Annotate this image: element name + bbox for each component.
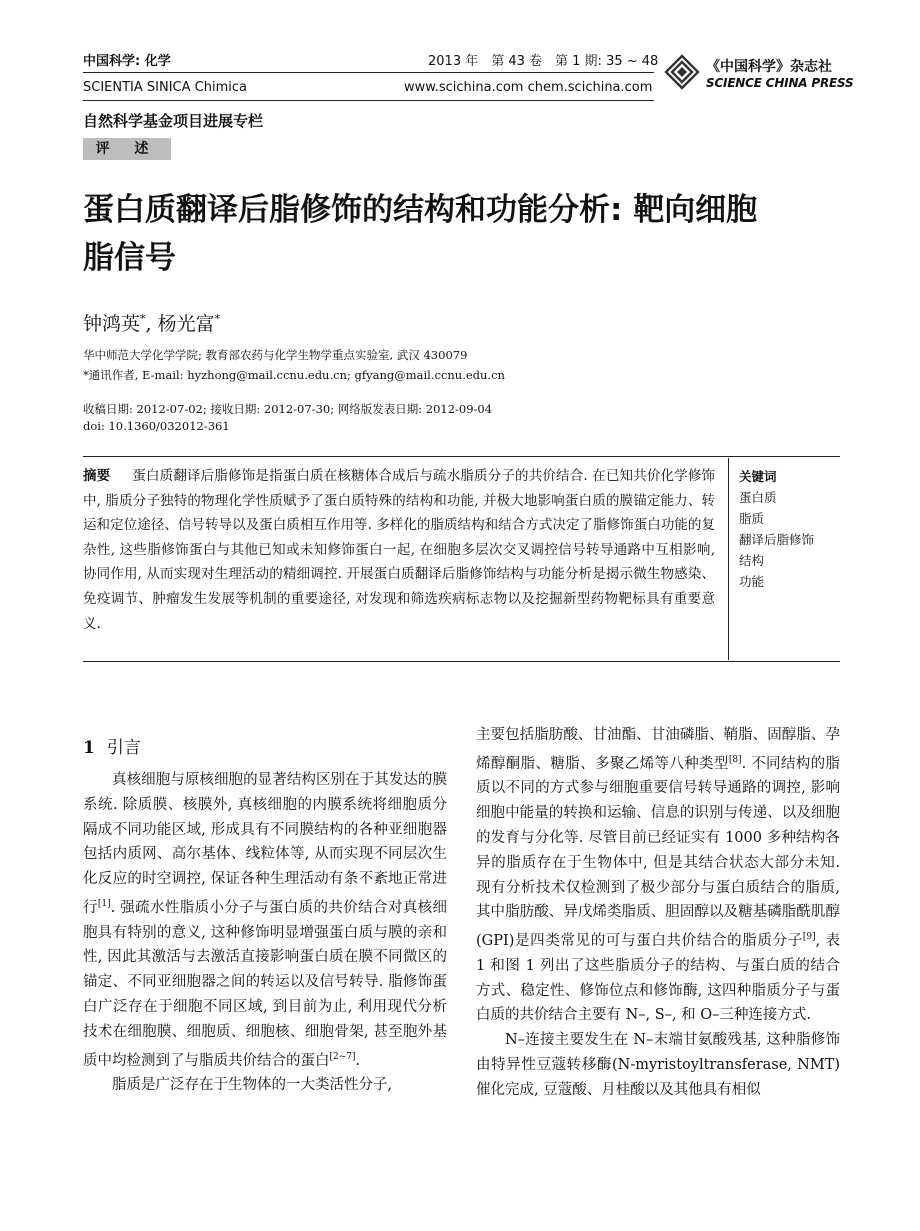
author-name: 杨光富 xyxy=(157,313,215,335)
paragraph-text: , 表 1 和图 1 列出了这些脂质分子的结构、与蛋白质的结合方式、稳定性、修饰位点和修饰酶, 这四种脂质分子与蛋白质的共价结合主要有 N–, S–, 和 O–三种连接方式. xyxy=(476,933,840,1024)
keywords xyxy=(739,466,814,592)
keyword-item: 功能 xyxy=(739,574,765,589)
keyword-item: 脂质 xyxy=(739,511,765,526)
paragraph-text: 主要包括脂肪酸、甘油酯、甘油磷脂、鞘脂、固醇脂、孕烯醇酮脂、糖脂、多聚乙烯等八种类型 xyxy=(476,727,840,772)
keyword-item: 蛋白质 xyxy=(739,490,777,505)
body-column-left xyxy=(83,768,447,1098)
keyword-item: 翻译后脂修饰 xyxy=(739,532,815,547)
header-rule-bottom xyxy=(83,100,654,101)
issue-info: 2013 年 第 43 卷 第 1 期: 35 ~ 48 xyxy=(428,54,659,69)
paragraph-text: . 强疏水性脂质小分子与蛋白质的共价结合对真核细胞具有特别的意义, 这种修饰明显增强蛋白质与膜的亲和性, 因此其激活与去激活直接影响蛋白质在膜不同微区的锚定、不同亚细胞器之间的转运以及信号转导. 脂修饰蛋白广泛存在于细胞不同区域, 到目前为止, 利用现代分析技术在细胞膜、细胞质、细胞核、细胞骨架, 甚至胞外基质中均检测到了与脂质共价结合的蛋白 xyxy=(83,899,448,1069)
section-number: 1 xyxy=(83,738,95,758)
abstract-text: 蛋白质翻译后脂修饰是指蛋白质在核糖体合成后与疏水脂质分子的共价结合. 在已知共价化学修饰中, 脂质分子独特的物理化学性质赋予了蛋白质特殊的结构和功能, 并极大地影响蛋白质的膜锚定能力、转运和定位途径、信号转导以及蛋白质相互作用等. 多样化的脂质结构和结合方式决定了脂修饰蛋白功能的复杂性, 这些脂修饰蛋白与其他已知或未知修饰蛋白一起, 在细胞多层次交叉调控信号转导通路中互相影响, 协同作用, 从而实现对生理活动的精细调控. 开展蛋白质翻译后脂修饰结构与功能分析是揭示微生物感染、免疫调节、肿瘤发生发展等机制的重要途径, 对发现和筛选疾病标志物以及挖掘新型药物靶标具有重要意义. xyxy=(83,468,715,632)
keywords-title: 关键词 xyxy=(739,469,777,484)
keyword-item: 结构 xyxy=(739,553,765,568)
affiliation: 华中师范大学化学学院; 教育部农药与化学生物学重点实验室, 武汉 430079 xyxy=(83,348,468,362)
publisher-name-en: SCIENCE CHINA PRESS xyxy=(706,76,854,90)
paragraph xyxy=(83,768,447,1073)
paragraph-text: . 不同结构的脂质以不同的方式参与细胞重要信号转导通路的调控, 影响细胞中能量的转换和运输、信息的识别与传递、以及细胞的发育与分化等. 尽管目前已经证实有 1000 多种结构各异的脂质存在于生物体中, 但是其结合状态大部分未知. 现有分析技术仅检测到了极少部分与蛋白质结合的脂质, 其中脂肪酸、异戊烯类脂质、胆固醇以及糖基磷脂酰肌醇(GPI)是四类常见的可与蛋白共价结合的脂质分子 xyxy=(476,755,841,950)
section-heading xyxy=(83,733,141,758)
author-list xyxy=(83,309,220,336)
citation: [9] xyxy=(802,932,816,943)
article-title: 蛋白质翻译后脂修饰的结构和功能分析: 靶向细胞脂信号 xyxy=(83,192,758,276)
keywords-divider xyxy=(728,458,729,660)
journal-name-en: SCIENTIA SINICA Chimica xyxy=(83,80,247,95)
section-title: 引言 xyxy=(106,738,141,758)
author-name: 钟鸿英 xyxy=(83,313,141,335)
corresponding-author: *通讯作者, E-mail: hyzhong@mail.ccnu.edu.cn; gfyang@mail.ccnu.edu.cn xyxy=(83,368,505,382)
abstract-label: 摘要 xyxy=(83,468,111,484)
journal-websites: www.scichina.com chem.scichina.com xyxy=(404,80,653,95)
publisher-logo-icon xyxy=(664,54,700,90)
citation: [1] xyxy=(97,898,111,909)
doi: doi: 10.1360/032012-361 xyxy=(83,419,230,433)
header-rule xyxy=(83,72,654,73)
corresponding-mark: * xyxy=(214,312,221,326)
abstract-top-rule xyxy=(83,456,840,457)
citation: [8] xyxy=(728,754,742,765)
paragraph-text: . xyxy=(355,1052,361,1069)
journal-name-cn: 中国科学: 化学 xyxy=(83,54,171,69)
paragraph xyxy=(476,723,840,1028)
publisher-name-cn: 《中国科学》杂志社 xyxy=(706,59,832,75)
author-separator: , xyxy=(145,313,152,335)
paragraph-text: N–连接主要发生在 N–末端甘氨酸残基, 这种脂修饰由特异性豆蔻转移酶(N-myristoyltransferase, NMT)催化完成, 豆蔻酸、月桂酸以及其他具有相似 xyxy=(476,1032,840,1098)
article-dates: 收稿日期: 2012-07-02; 接收日期: 2012-07-30; 网络版发表日期: 2012-09-04 xyxy=(83,402,493,416)
article-type-tag: 评 述 xyxy=(83,138,171,160)
paragraph xyxy=(476,1028,840,1102)
abstract-bottom-rule xyxy=(83,661,840,662)
corresponding-mark: * xyxy=(140,312,146,326)
paragraph-text: 真核细胞与原核细胞的显著结构区别在于其发达的膜系统. 除质膜、核膜外, 真核细胞的内膜系统将细胞质分隔成不同功能区域, 形成具有不同膜结构的各种亚细胞器包括内质网、高尔基体、线粒体等, 从而实现不同层次生化反应的时空调控, 保证各种生理活动有条不紊地正常进行 xyxy=(83,772,447,916)
column-label: 自然科学基金项目进展专栏 xyxy=(83,112,264,130)
paragraph-text: 脂质是广泛存在于生物体的一大类活性分子, xyxy=(112,1077,393,1094)
citation: [2~7] xyxy=(329,1051,356,1062)
body-column-right xyxy=(476,723,840,1103)
paragraph xyxy=(83,1073,447,1098)
abstract xyxy=(83,464,715,636)
